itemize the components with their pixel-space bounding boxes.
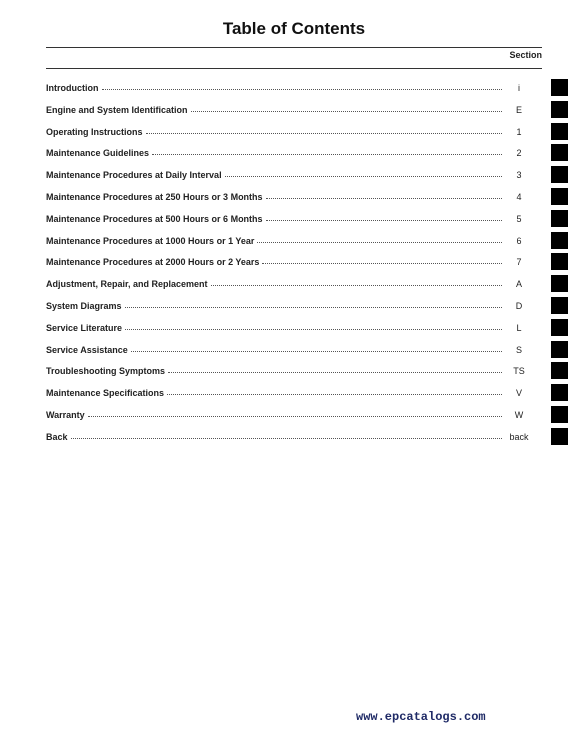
section-tab[interactable]	[551, 188, 568, 205]
toc-row-service-assistance[interactable]	[46, 345, 536, 367]
toc-leader-dots	[225, 176, 502, 177]
section-tab[interactable]	[551, 428, 568, 445]
toc-row-back[interactable]	[46, 432, 536, 454]
toc-label: Introduction	[46, 83, 99, 93]
toc-row-adjustment-repair[interactable]	[46, 279, 536, 301]
toc-leader-dots	[125, 329, 502, 330]
header-rule-top	[46, 47, 542, 48]
toc-leader-dots	[88, 416, 502, 417]
toc-leader-dots	[167, 394, 502, 395]
section-tab[interactable]	[551, 406, 568, 423]
toc-row-maintenance-specifications[interactable]	[46, 388, 536, 410]
section-tab[interactable]	[551, 101, 568, 118]
section-tab[interactable]	[551, 275, 568, 292]
toc-section: 6	[516, 235, 522, 246]
section-tab[interactable]	[551, 297, 568, 314]
section-column-header: Section	[509, 50, 542, 60]
toc-section: L	[516, 322, 522, 333]
section-tab[interactable]	[551, 319, 568, 336]
section-tab[interactable]	[551, 341, 568, 358]
toc-row-warranty[interactable]	[46, 410, 536, 432]
toc-section: W	[514, 409, 524, 420]
toc-section: 4	[516, 191, 522, 202]
toc-label: Service Assistance	[46, 344, 128, 355]
toc-row-operating-instructions[interactable]	[46, 127, 536, 149]
toc-label: Warranty	[46, 409, 85, 420]
toc-label: Maintenance Specifications	[46, 388, 165, 399]
toc-section: S	[515, 344, 522, 355]
toc-section: 7	[516, 257, 522, 268]
toc-label: Maintenance Procedures at 2000 Hours or 2 Years	[46, 257, 260, 268]
toc-leader-dots	[168, 372, 502, 373]
toc-section: D	[515, 300, 523, 311]
toc-section: 3	[516, 170, 522, 181]
section-tab[interactable]	[551, 144, 568, 161]
toc-leader-dots	[257, 242, 502, 243]
header-rule-bottom	[46, 68, 542, 69]
section-tab[interactable]	[551, 79, 568, 96]
section-tab[interactable]	[551, 253, 568, 270]
toc-row-500-hours[interactable]	[46, 214, 536, 236]
toc-label: System Diagrams	[46, 300, 122, 311]
toc-row-daily-interval[interactable]	[46, 170, 536, 192]
toc-label: Service Literature	[46, 322, 123, 333]
toc-leader-dots	[211, 285, 502, 286]
section-thumb-tabs	[551, 79, 568, 450]
toc-row-maintenance-guidelines[interactable]	[46, 148, 536, 170]
toc-section: A	[515, 279, 522, 290]
toc-label: Maintenance Procedures at 1000 Hours or 1 Year	[46, 235, 255, 246]
toc-label: Operating Instructions	[46, 126, 143, 137]
toc-leader-dots	[266, 220, 502, 221]
toc-label: Adjustment, Repair, and Replacement	[46, 279, 208, 290]
toc-label: Maintenance Procedures at 500 Hours or 6 Months	[46, 213, 263, 224]
toc-label: Engine and System Identification	[46, 104, 188, 115]
toc-leader-dots	[262, 263, 502, 264]
toc-section: 2	[516, 148, 522, 159]
toc-row-service-literature[interactable]	[46, 323, 536, 345]
toc-leader-dots	[131, 351, 502, 352]
toc-leader-dots	[266, 198, 502, 199]
toc-section: V	[515, 388, 522, 399]
toc-leader-dots	[125, 307, 502, 308]
toc-list	[46, 83, 536, 454]
toc-section: back	[509, 431, 529, 442]
toc-row-2000-hours[interactable]	[46, 257, 536, 279]
toc-leader-dots	[152, 154, 502, 155]
toc-leader-dots	[146, 133, 502, 134]
toc-row-system-diagrams[interactable]	[46, 301, 536, 323]
toc-section: TS	[513, 366, 525, 377]
section-tab[interactable]	[551, 123, 568, 140]
toc-label: Back	[46, 431, 68, 442]
section-tab[interactable]	[551, 232, 568, 249]
toc-label: Maintenance Procedures at Daily Interval	[46, 170, 222, 181]
toc-row-introduction[interactable]	[46, 83, 536, 105]
toc-section: 1	[516, 126, 522, 137]
toc-row-250-hours[interactable]	[46, 192, 536, 214]
toc-label: Troubleshooting Symptoms	[46, 366, 166, 377]
section-tab[interactable]	[551, 210, 568, 227]
toc-leader-dots	[191, 111, 502, 112]
toc-section: 5	[516, 213, 522, 224]
section-tab[interactable]	[551, 384, 568, 401]
toc-row-engine-identification[interactable]	[46, 105, 536, 127]
toc-leader-dots	[71, 438, 502, 439]
watermark-url: www.epcatalogs.com	[356, 710, 486, 724]
page-title: Table of Contents	[222, 19, 366, 38]
toc-row-1000-hours[interactable]	[46, 236, 536, 258]
toc-section: E	[515, 104, 522, 115]
toc-label: Maintenance Procedures at 250 Hours or 3 Months	[46, 191, 263, 202]
toc-label: Maintenance Guidelines	[46, 148, 150, 159]
section-tab[interactable]	[551, 362, 568, 379]
toc-section: i	[518, 83, 520, 93]
section-tab[interactable]	[551, 166, 568, 183]
toc-row-troubleshooting[interactable]	[46, 366, 536, 388]
toc-leader-dots	[102, 89, 503, 90]
